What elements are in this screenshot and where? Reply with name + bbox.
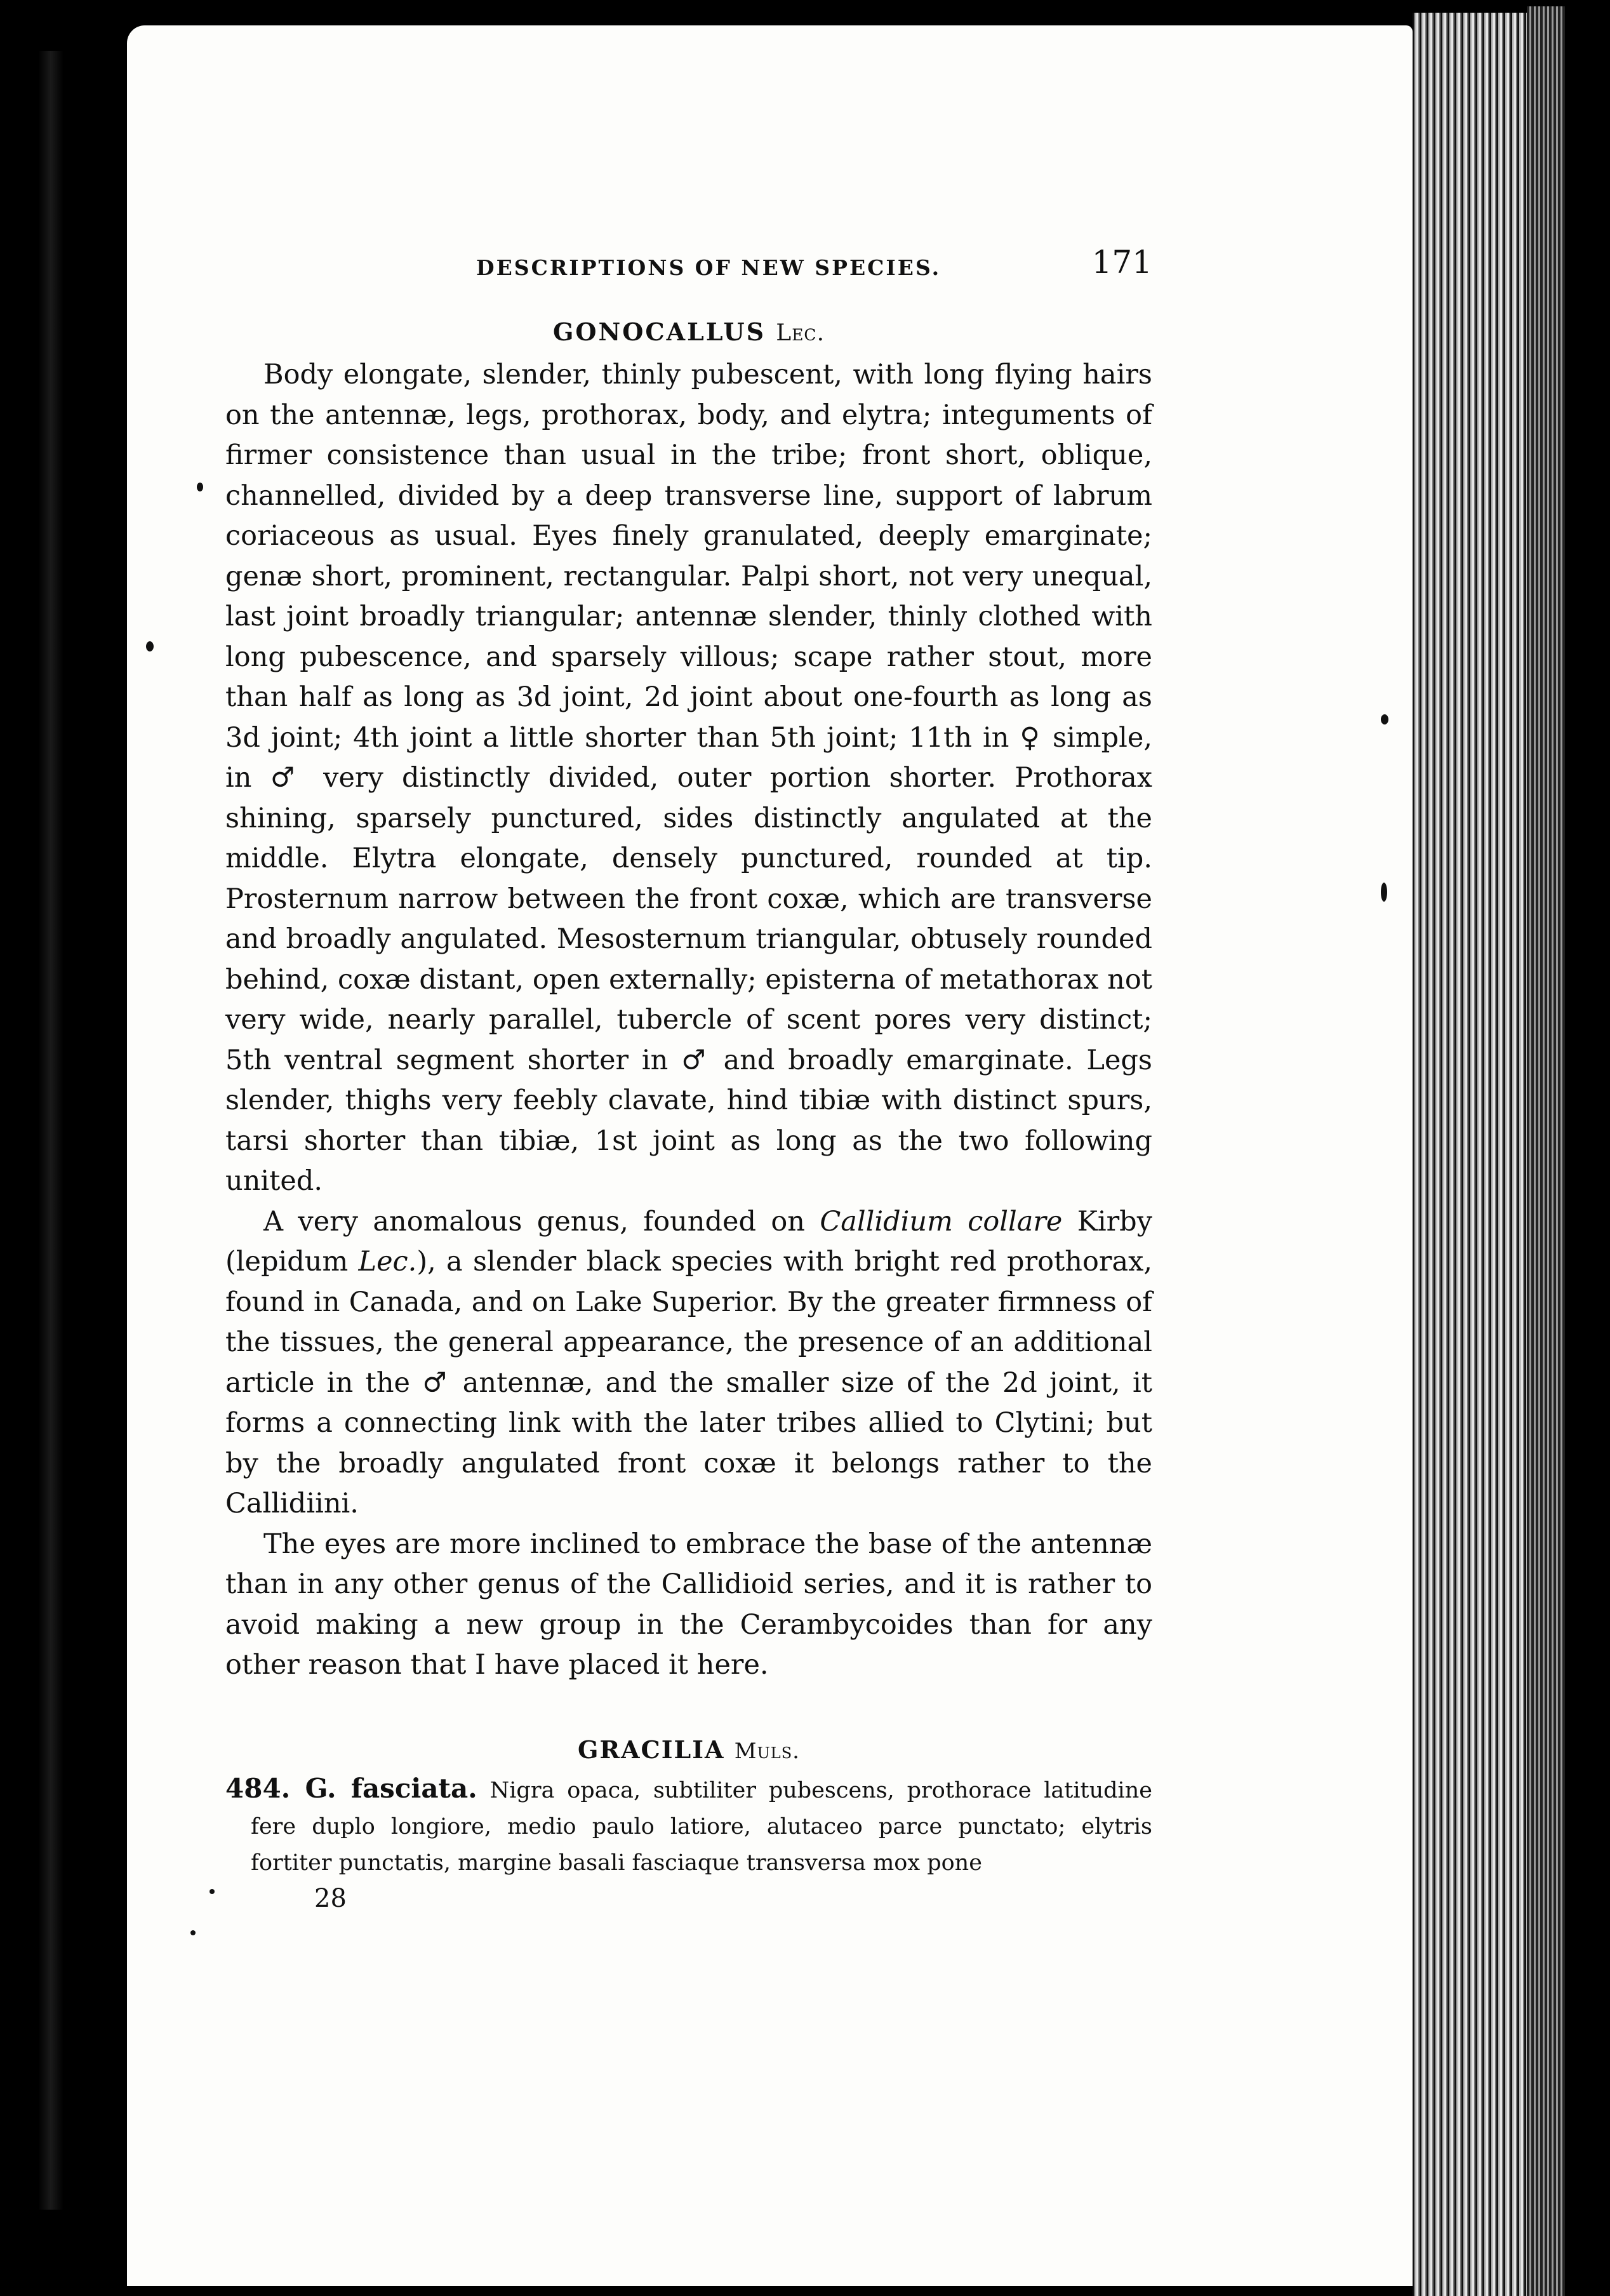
book-binding-shadow bbox=[38, 51, 63, 2210]
species-name-italic: Callidium collare bbox=[820, 1205, 1063, 1238]
species-number-name: 484. G. fasciata. bbox=[225, 1772, 477, 1804]
ink-speck bbox=[1381, 714, 1388, 724]
ink-speck bbox=[190, 1930, 196, 1935]
ink-speck bbox=[197, 483, 203, 491]
species-latin-description: Nigra opaca, subtiliter pubescens, prothorace latitudine fere duplo longiore, medio paulo latiore, alutaceo parce punctato; elytris fortiter punctatis, margine basali fasciaque transversa mox pone bbox=[251, 1777, 1152, 1876]
running-head-title: DESCRIPTIONS OF NEW SPECIES. bbox=[476, 255, 941, 280]
page-text-block bbox=[225, 241, 1152, 1913]
genus-author: Muls. bbox=[734, 1738, 800, 1764]
remark-text: Kirby (lepidum bbox=[225, 1205, 1153, 1278]
signature-mark: 28 bbox=[314, 1883, 347, 1913]
ink-speck bbox=[1381, 883, 1387, 902]
eyes-remark-paragraph: The eyes are more inclined to embrace the base of the antennæ than in any other genus of the Callidioid series, and it is rather to avoid making a new group in the Cerambycoides than for any other reason that I have placed it here. bbox=[225, 1528, 1152, 1681]
species-entry-484 bbox=[225, 1770, 1152, 1881]
author-abbrev-italic: Lec. bbox=[358, 1246, 417, 1278]
genus-heading-gracilia bbox=[225, 1735, 1152, 1764]
ink-speck bbox=[146, 641, 154, 651]
genus-remarks-paragraph bbox=[225, 1202, 1152, 1525]
genus-description-paragraph: Body elongate, slender, thinly pubescent, with long flying hairs on the antennæ, legs, prothorax, body, and elytra; integuments of firmer consistence than usual in the tribe; front short, oblique, channelled, divided by a deep transverse line, support of labrum coriaceous as usual. Eyes finely granulated, deeply emarginate; genæ short, prominent, rectangular. Palpi short, not very unequal, last joint broadly triangular; antennæ slender, thinly clothed with long pubescence, and sparsely villous; scape rather stout, more than half as long as 3d joint, 2d joint about one-fourth as long as 3d joint; 4th joint a little shorter than 5th joint; 11th in ♀ simple, in ♂ very distinctly divided, outer portion shorter. Prothorax shining, sparsely punctured, sides distinctly angulated at the middle. Elytra elongate, densely punctured, rounded at tip. Prosternum narrow between the front coxæ, which are transverse and broadly angulated. Mesosternum triangular, obtusely rounded behind, coxæ distant, open externally; episterna of metathorax not very wide, nearly parallel, tubercle of scent pores very distinct; 5th ventral segment shorter in ♂ and broadly emarginate. Legs slender, thighs very feebly clavate, hind tibiæ with distinct spurs, tarsi shorter than tibiæ, 1st joint as long as the two following united. bbox=[225, 359, 1152, 1197]
genus-name: GONOCALLUS bbox=[552, 317, 766, 346]
genus-heading-gonocallus bbox=[225, 317, 1152, 346]
remark-text: A very anomalous genus, founded on bbox=[263, 1205, 820, 1238]
ink-speck bbox=[210, 1889, 215, 1894]
genus-author: Lec. bbox=[776, 320, 825, 346]
remark-text: ), a slender black species with bright red prothorax, found in Canada, and on Lake Superior. By the greater firmness of the tissues, the general appearance, the presence of an additional article in the ♂ antennæ, and the smaller size of the 2d joint, it forms a connecting link with the later tribes allied to Clytini; but by the broadly angulated front coxæ it belongs rather to the Callidiini. bbox=[225, 1246, 1152, 1519]
running-head bbox=[225, 241, 1152, 292]
page-edges-outer bbox=[1527, 6, 1565, 2296]
page-number: 171 bbox=[1091, 244, 1152, 281]
page-edges-stack bbox=[1413, 13, 1527, 2296]
genus-name: GRACILIA bbox=[578, 1735, 725, 1764]
